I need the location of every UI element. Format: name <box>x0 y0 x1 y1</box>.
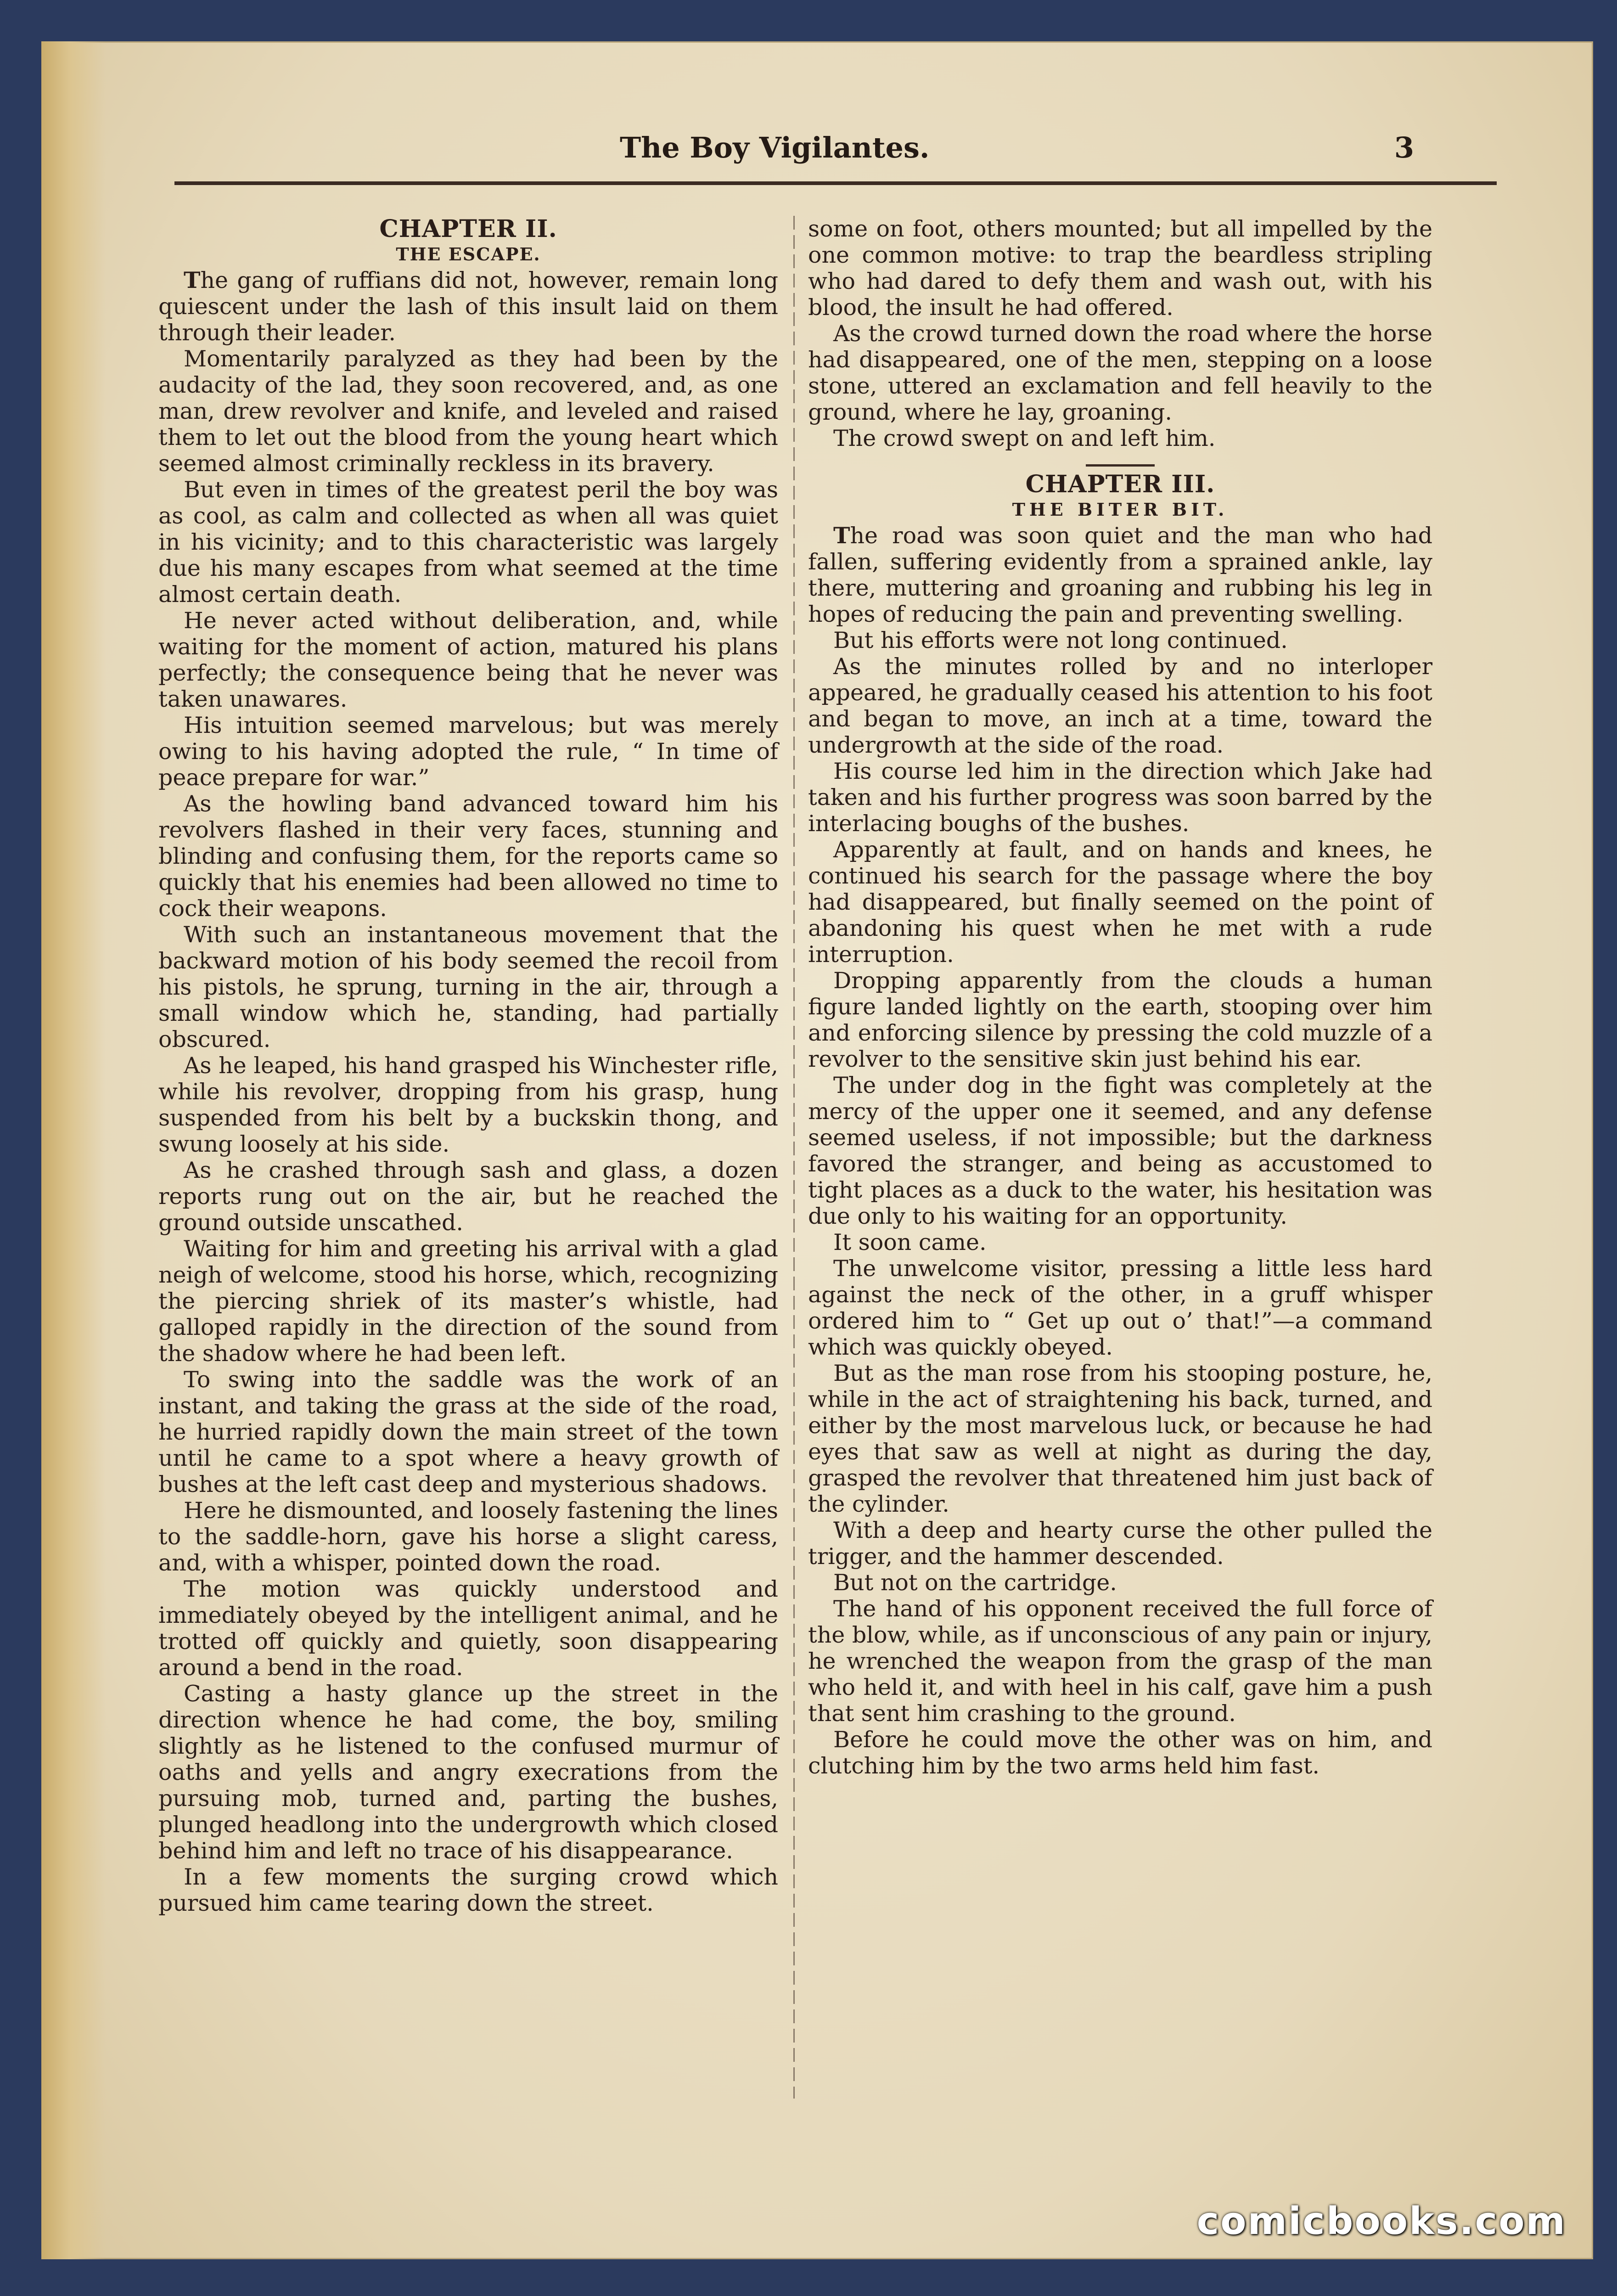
paragraph: As the crowd turned down the road where the horse had disappeared, one of the men, stepping on a loose stone, uttered an exclamation and fell heavily to the ground, where he lay, groaning. <box>808 321 1432 425</box>
column-divider <box>793 216 795 2099</box>
paragraph: Waiting for him and greeting his arrival with a glad neigh of welcome, stood his horse, which, recognizing the piercing shriek of its master’s whistle, had galloped rapidly in the direction of the sound from the shadow where he had been left. <box>158 1236 778 1367</box>
paragraph: To swing into the saddle was the work of an instant, and taking the grass at the side of the road, he hurried rapidly down the main street of the town until he came to a spot where a heavy growth of bushes at the left cast deep and mysterious shadows. <box>158 1367 778 1497</box>
paragraph: His course led him in the direction which Jake had taken and his further progress was soon barred by the interlacing boughs of the bushes. <box>808 758 1432 837</box>
paragraph: As the howling band advanced toward him his revolvers flashed in their very faces, stunning and blinding and confusing them, for the reports came so quickly that his enemies had been allowed no time to cock their weapons. <box>158 791 778 922</box>
paragraph: The hand of his opponent received the full force of the blow, while, as if unconscious of any pain or injury, he wrenched the weapon from the grasp of the man who held it, and with heel in his calf, gave him a push that sent him crashing to the ground. <box>808 1596 1432 1727</box>
chapter-separator <box>1086 464 1155 467</box>
paragraph: As he leaped, his hand grasped his Winchester rifle, while his revolver, dropping from his grasp, hung suspended from his belt by a buckskin thong, and swung loosely at his side. <box>158 1052 778 1157</box>
paragraph: Before he could move the other was on him, and clutching him by the two arms held him fast. <box>808 1727 1432 1779</box>
paragraph: Dropping apparently from the clouds a human figure landed lightly on the earth, stooping over him and enforcing silence by pressing the cold muzzle of a revolver to the sensitive skin just behind his ear. <box>808 968 1432 1072</box>
running-head-title: The Boy Vigilantes. <box>620 131 930 164</box>
paragraph: The crowd swept on and left him. <box>833 425 1216 451</box>
chapter-subtitle: THE ESCAPE. <box>396 244 541 264</box>
paragraph: In a few moments the surging crowd which pursued him came tearing down the street. <box>158 1864 778 1916</box>
paragraph: The motion was quickly understood and immediately obeyed by the intelligent animal, and he trotted off quickly and quietly, soon disappearing around a bend in the road. <box>158 1576 778 1681</box>
paragraph: Momentarily paralyzed as they had been by the audacity of the lad, they soon recovered, and, as one man, drew revolver and knife, and leveled and raised them to let out the blood from the young heart which seemed almost criminally reckless in its bravery. <box>158 346 778 477</box>
chapter-subtitle: THE BITER BIT. <box>1012 499 1229 520</box>
chapter-title: CHAPTER II. <box>379 215 557 243</box>
paragraph: some on foot, others mounted; but all impelled by the one common motive: to trap the beardless stripling who had dared to defy them and wash out, with his blood, the insult he had offered. <box>808 216 1432 321</box>
paragraph: The road was soon quiet and the man who had fallen, suffering evidently from a sprained ankle, lay there, muttering and groaning and rubbing his leg in hopes of reducing the pain and preventing swelling. <box>808 522 1432 627</box>
paragraph: With such an instantaneous movement that the backward motion of his body seemed the recoil from his pistols, he sprung, turning in the air, through a small window which he, standing, had partially obscured. <box>158 922 778 1052</box>
paragraph: The gang of ruffians did not, however, remain long quiescent under the lash of this insult laid on them through their leader. <box>158 267 778 346</box>
paragraph: As he crashed through sash and glass, a dozen reports rung out on the air, but he reached the ground outside unscathed. <box>158 1157 778 1236</box>
paragraph: But his efforts were not long continued. <box>833 627 1288 653</box>
paragraph: With a deep and hearty curse the other pulled the trigger, and the hammer descended. <box>808 1517 1432 1570</box>
paragraph: But not on the cartridge. <box>833 1570 1117 1596</box>
paragraph: Here he dismounted, and loosely fastening the lines to the saddle-horn, gave his horse a slight caress, and, with a whisper, pointed down the road. <box>158 1497 778 1576</box>
paragraph: Casting a hasty glance up the street in the direction whence he had come, the boy, smiling slightly as he listened to the confused murmur of oaths and yells and angry execrations from the pursuing mob, turned and, parting the bushes, plunged headlong into the undergrowth which closed behind him and left no trace of his disappearance. <box>158 1681 778 1864</box>
paragraph: His intuition seemed marvelous; but was merely owing to his having adopted the rule, “ In time of peace prepare for war.” <box>158 712 778 791</box>
paragraph: Apparently at fault, and on hands and knees, he continued his search for the passage where the boy had disappeared, but finally seemed on the point of abandoning his quest when he met with a rude interruption. <box>808 837 1432 968</box>
chapter-title: CHAPTER III. <box>1025 470 1215 498</box>
paragraph: He never acted without deliberation, and, while waiting for the moment of action, matured his plans perfectly; the consequence being that he never was taken unawares. <box>158 608 778 712</box>
left-column <box>158 216 778 1916</box>
paragraph: It soon came. <box>833 1229 987 1255</box>
page-number: 3 <box>1394 131 1414 164</box>
running-head <box>92 131 1414 164</box>
header-rule <box>174 181 1497 185</box>
paragraph: But even in times of the greatest peril the boy was as cool, as calm and collected as when all was quiet in his vicinity; and to this characteristic was largely due his many escapes from what seemed at the time almost certain death. <box>158 477 778 608</box>
paragraph: As the minutes rolled by and no interloper appeared, he gradually ceased his attention to his foot and began to move, an inch at a time, toward the undergrowth at the side of the road. <box>808 653 1432 758</box>
paragraph: But as the man rose from his stooping posture, he, while in the act of straightening his back, turned, and either by the most marvelous luck, or because he had eyes that saw as well at night as during the day, grasped the revolver that threatened him just back of the cylinder. <box>808 1360 1432 1517</box>
watermark: comicbooks.com <box>1196 2200 1566 2243</box>
paragraph: The under dog in the fight was completely at the mercy of the upper one it seemed, and any defense seemed useless, if not impossible; but the darkness favored the stranger, and being as accustomed to tight places as a duck to the water, his hesitation was due only to his waiting for an opportunity. <box>808 1072 1432 1229</box>
page-binding-edge <box>41 41 106 2259</box>
paragraph: The unwelcome visitor, pressing a little less hard against the neck of the other, in a gruff whisper ordered him to “ Get up out o’ that!”—a command which was quickly obeyed. <box>808 1255 1432 1360</box>
right-column <box>808 216 1432 1779</box>
